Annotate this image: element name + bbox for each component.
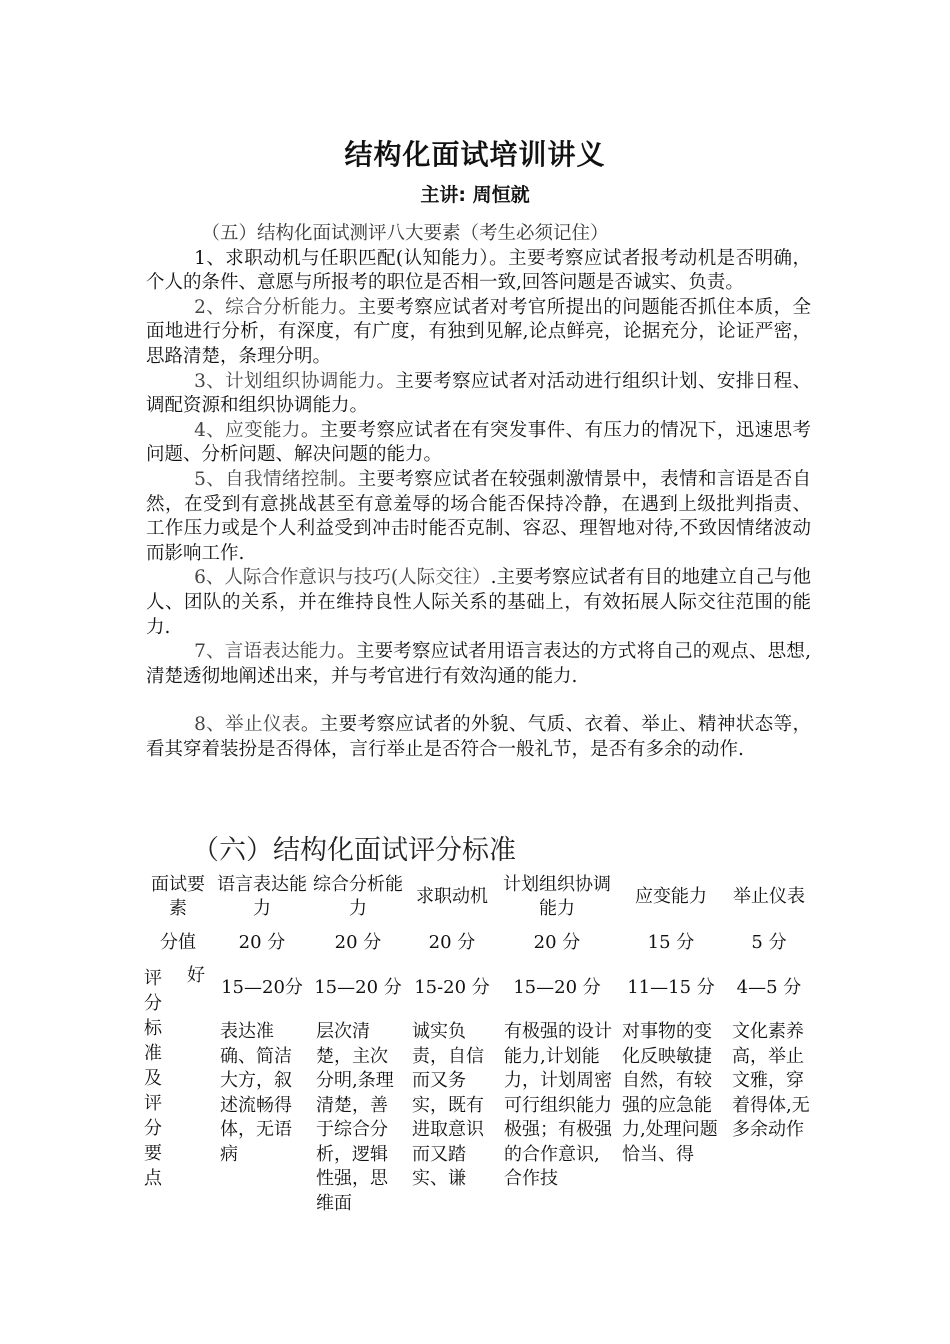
table-column-header: 举止仪表 [733,885,805,907]
paragraph-gap [146,689,811,713]
table-cell: 15—20 分 [513,976,601,998]
table-column-header: 求职动机 [416,885,488,907]
table-cell: 文化素养高，举止文雅，穿着得体,无多余动作 [732,1021,810,1140]
table-grade-label: 评分标准及评分要点 [144,968,162,1189]
element-item-text: 。主要考察应试者对活动进行组织计划、安排日程、调配资源和组织协调能力。 [146,370,811,417]
table-cell: 15 分 [647,931,695,953]
element-item-label: 2、综合分析能力 [194,296,339,318]
element-item-label: 8、举止仪表 [194,714,301,736]
element-item-3 [146,370,811,419]
section-5-body [146,222,811,762]
table-cell: 11—15 分 [627,976,715,998]
element-item-7 [146,640,811,689]
table-cell: 表达准确、简洁大方，叙述流畅得体，无语病 [220,1021,292,1165]
table-cell: 15—20 分 [314,976,402,998]
element-item-label: 4、应变能力 [194,419,301,441]
table-cell: 15—20分 [221,976,303,998]
element-item-8 [146,713,811,762]
element-item-text: 。主要考察应试者在较强刺激情景中，表情和言语是否自然，在受到有意挑战甚至有意羞辱的场合能否保持冷静，在遇到上级批判指责、工作压力或是个人利益受到冲击时能否克制、容忍、理智地对待,不致因情绪波动而影响工作. [146,468,811,564]
table-column-header: 语言表达能力 [217,873,307,919]
element-item-label: 3、计划组织协调能力 [194,370,377,392]
element-item-4 [146,419,811,468]
table-cell: 20 分 [238,931,286,953]
document-subtitle: 主讲: 周恒就 [420,184,530,206]
table-cell: 15-20 分 [414,976,490,998]
element-item-label: 6、人际合作意识与技巧(人际交往） [194,567,491,589]
element-item-text: .主要考察应试者有目的地建立自己与他人、团队的关系，并在维持良性人际关系的基础上，有效拓展人际交往范围的能力. [146,567,811,638]
table-header-row [142,868,812,926]
table-cell: 诚实负责，自信而又务实，既有进取意识而又踏实、谦 [412,1021,484,1189]
table-grade-label-cell [142,960,178,1218]
element-item-2 [146,296,811,370]
element-item-6 [146,566,811,640]
section-5-heading: （五）结构化面试测评八大要素（考生必须记住） [201,223,609,244]
table-score-row [142,926,812,960]
element-item-1 [146,247,811,296]
element-item-text: 。主要考察应试者对考官所提出的问题能否抓住本质，全面地进行分析，有深度，有广度，有独到见解,论点鲜亮，论据充分，论证严密，思路清楚，条理分明。 [146,296,811,367]
element-item-label: 1、求职动机与任职匹配(认知能力） [194,247,490,269]
table-column-header: 综合分析能力 [313,873,403,919]
scoring-table [142,868,812,1218]
document-title: 结构化面试培训讲义 [344,138,606,171]
table-points-row [142,1016,812,1218]
table-header-label: 面试要素 [151,873,205,919]
element-item-text: 。主要考察应试者用语言表达的方式将自己的观点、思想,清楚透彻地阐述出来，并与考官进行有效沟通的能力. [146,641,811,687]
table-column-header: 应变能力 [635,885,707,907]
table-cell: 20 分 [533,931,581,953]
table-cell: 有极强的设计能力,计划能力，计划周密可行组织能力极强；有极强的合作意识,合作技 [504,1021,612,1189]
element-item-5 [146,468,811,566]
table-cell: 20 分 [428,931,476,953]
element-item-text: 。主要考察应试者的外貌、气质、衣着、举止、精神状态等，看其穿着装扮是否得体，言行举止是否符合一般礼节，是否有多余的动作. [146,714,811,760]
table-column-header: 计划组织协调能力 [503,873,611,919]
table-cell: 4—5 分 [736,976,802,998]
table-cell: 对事物的变化反映敏捷自然，有较强的应急能力,处理问题恰当、得 [622,1021,718,1165]
table-empty-cell [178,1016,214,1218]
element-item-label: 7、言语表达能力 [194,641,338,663]
table-good-row [142,960,812,1016]
element-item-text: 。主要考察应试者报考动机是否明确，个人的条件、意愿与所报考的职位是否相一致,回答问题是否诚实、负责。 [146,247,811,294]
table-good-label: 好 [187,965,205,986]
element-item-text: 。主要考察应试者在有突发事件、有压力的情况下，迅速思考问题、分析问题、解决问题的能力。 [146,419,811,466]
table-score-label: 分值 [160,931,196,953]
element-item-label: 5、自我情绪控制 [194,468,339,490]
table-cell: 5 分 [751,931,787,953]
section-6-heading: （六）结构化面试评分标准 [192,835,516,866]
table-cell: 20 分 [334,931,382,953]
table-cell: 层次清楚，主次分明,条理清楚，善于综合分析，逻辑性强，思维面 [316,1021,394,1214]
